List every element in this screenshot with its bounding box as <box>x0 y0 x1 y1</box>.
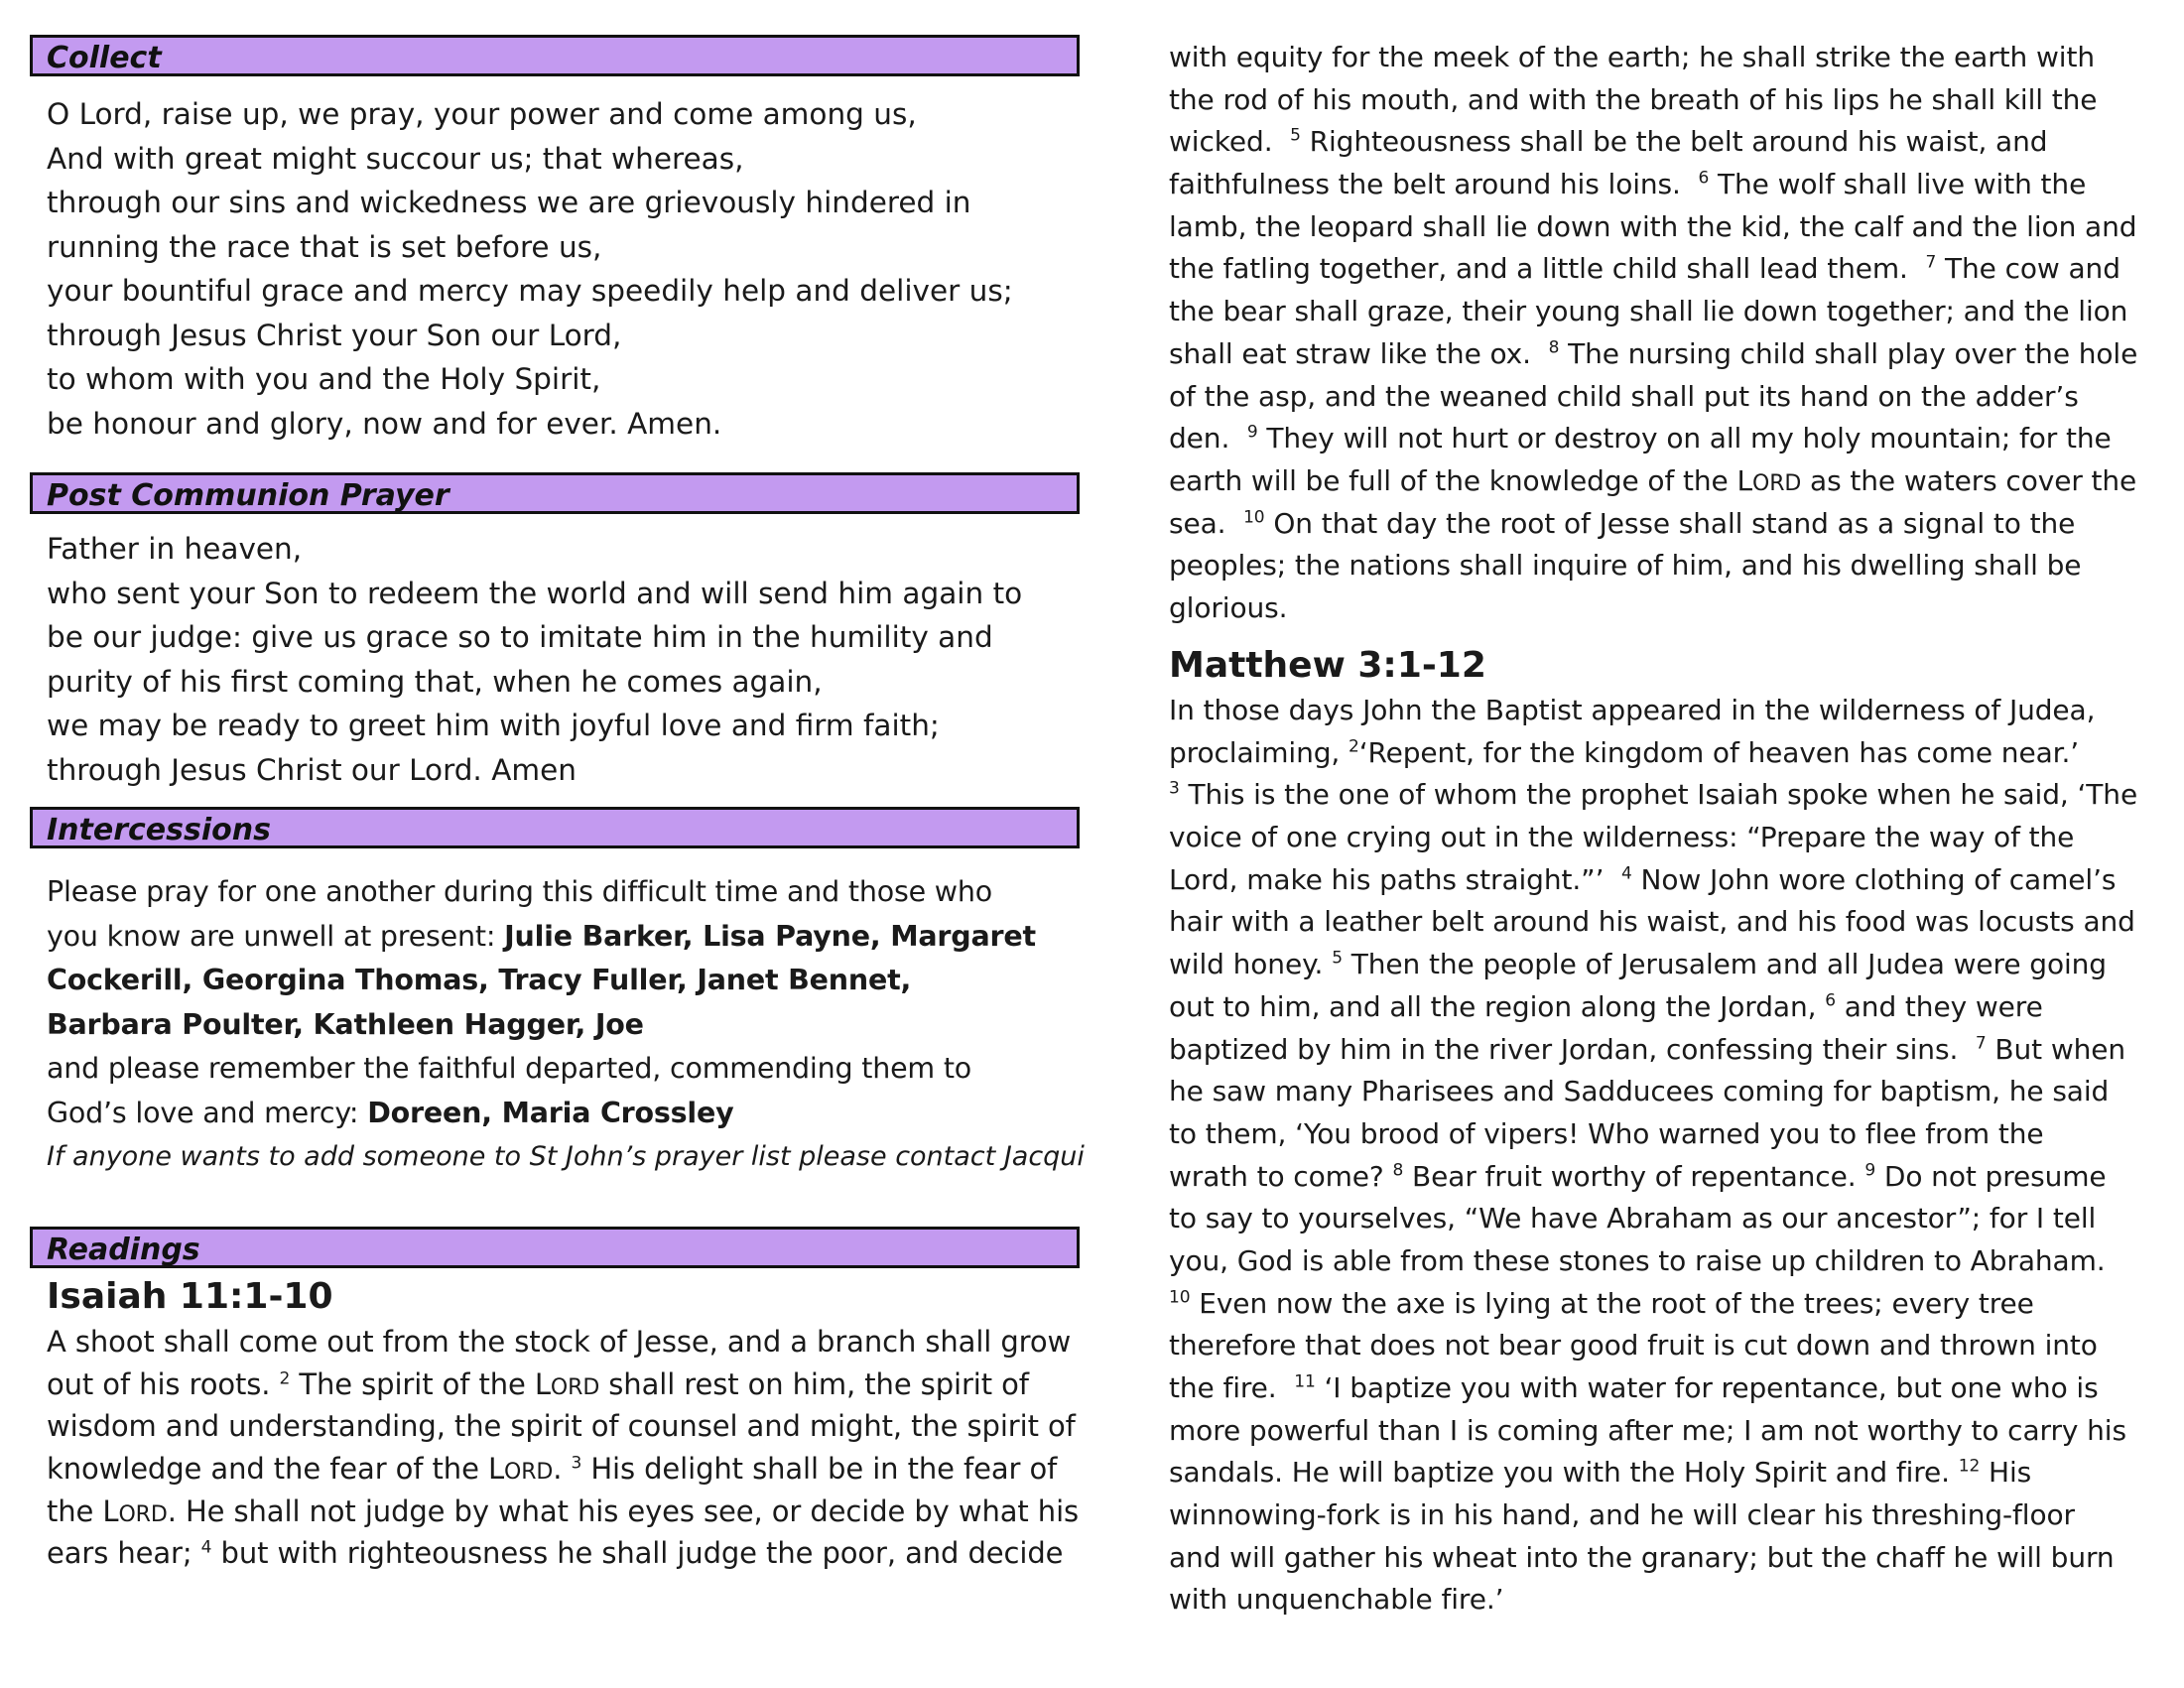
intercessions-text-plain: you know are unwell at present: <box>47 919 505 953</box>
reading-text: out to him, and all the region along the Jordan, <box>1169 989 1817 1023</box>
verse-number: 7 <box>1925 253 1937 274</box>
post-communion-line: through Jesus Christ our Lord. Amen <box>47 752 577 787</box>
reading-line <box>47 1491 1090 1533</box>
matthew-title: Matthew 3:1-12 <box>1169 645 1486 686</box>
reading-text: baptized by him in the river Jordan, confessing their sins. <box>1169 1032 1959 1066</box>
reading-line <box>1169 248 2137 291</box>
reading-text: the fire. <box>1169 1371 1277 1404</box>
collect-line: O Lord, raise up, we pray, your power and come among us, <box>47 97 917 131</box>
departed-names: Doreen, Maria Crossley <box>367 1096 734 1129</box>
verse-number: 3 <box>571 1453 582 1474</box>
verse-number: 5 <box>1290 126 1301 147</box>
reading-line: more powerful than I is coming after me; I am not worthy to carry his <box>1169 1413 2126 1447</box>
reading-text: His <box>1989 1456 2032 1490</box>
collect-line: through Jesus Christ your Son our Lord, <box>47 318 622 352</box>
reading-text: His delight shall be in the fear of <box>581 1452 1058 1487</box>
readings-heading: Readings <box>47 1233 200 1267</box>
small-caps: ORD <box>550 1374 600 1400</box>
verse-number: 4 <box>1621 863 1632 884</box>
reading-line: you, God is able from these stones to raise up children to Abraham. <box>1169 1243 2106 1277</box>
reading-text: wild honey. <box>1169 948 1324 981</box>
reading-text: Then the people of Jerusalem and all Judea were going <box>1350 948 2107 981</box>
prayer-list-note: If anyone wants to add someone to St John’s prayer list please contact Jacqui <box>47 1141 1085 1172</box>
intercessions-line <box>47 959 1090 1003</box>
reading-text: They will not hurt or destroy on all my holy mountain; for the <box>1266 422 2112 455</box>
post-communion-line: we may be ready to greet him with joyful love and firm faith; <box>47 709 940 742</box>
intercessions-line: and please remember the faithful departed, commending them to <box>47 1052 972 1085</box>
reading-line <box>1169 732 2137 775</box>
intercessions-line <box>47 1003 1090 1048</box>
reading-text: Even now the axe is lying at the root of the trees; every tree <box>1199 1286 2034 1320</box>
reading-text: This is the one of whom the prophet Isaiah spoke when he said, ‘The <box>1188 778 2138 812</box>
reading-text: earth will be full of the knowledge of the L <box>1169 463 1752 497</box>
reading-line <box>47 1321 1090 1363</box>
collect-line: through our sins and wickedness we are grievously hindered in <box>47 186 971 219</box>
reading-line: winnowing-fork is in his hand, and he will clear his threshing-floor <box>1169 1498 2075 1532</box>
reading-line <box>1169 418 2137 460</box>
reading-text: Righteousness shall be the belt around his waist, and <box>1309 125 2048 159</box>
reading-text: The cow and <box>1945 252 2120 286</box>
collect-heading: Collect <box>47 41 162 75</box>
intercessions-text <box>47 870 1090 1180</box>
intercessions-heading: Intercessions <box>47 813 271 847</box>
verse-number: 8 <box>1548 337 1560 358</box>
reading-text: Do not presume <box>1883 1159 2107 1193</box>
reading-line: to say to yourselves, “We have Abraham as our ancestor”; for I tell <box>1169 1202 2097 1235</box>
reading-text: wicked. <box>1169 125 1273 159</box>
reading-line: peoples; the nations shall inquire of him, and his dwelling shall be <box>1169 549 2082 583</box>
post-communion-text <box>47 527 1090 792</box>
reading-line <box>47 1363 1090 1406</box>
verse-number: 6 <box>1825 990 1836 1011</box>
reading-line: of the asp, and the weaned child shall put its hand on the adder’s <box>1169 379 2079 413</box>
reading-text: knowledge and the fear of the L <box>47 1452 504 1487</box>
reading-text: shall rest on him, the spirit of <box>599 1366 1029 1401</box>
collect-line: be honour and glory, now and for ever. Amen. <box>47 406 722 441</box>
reading-line <box>1169 1367 2137 1410</box>
reading-line: he saw many Pharisees and Sadducees coming for baptism, he said <box>1169 1075 2110 1108</box>
reading-line <box>1169 460 2137 503</box>
reading-line <box>47 1448 1090 1491</box>
reading-text: The wolf shall live with the <box>1718 168 2087 201</box>
readings-header <box>30 1227 1080 1268</box>
reading-text: the L <box>47 1493 119 1528</box>
isaiah-continued <box>1169 37 2137 630</box>
isaiah-reading <box>47 1273 1090 1575</box>
post-communion-header <box>30 472 1080 514</box>
reading-line <box>1169 986 2137 1029</box>
post-communion-line: be our judge: give us grace so to imitate him in the humility and <box>47 620 993 654</box>
verse-number: 10 <box>1169 1287 1191 1308</box>
verse-number: 2 <box>1349 736 1359 757</box>
reading-text: as the waters cover the <box>1801 463 2137 497</box>
reading-line <box>1169 503 2137 546</box>
small-caps: ORD <box>1751 470 1802 496</box>
reading-line <box>1169 121 2137 164</box>
verse-number: 7 <box>1975 1033 1987 1054</box>
intercessions-header <box>30 807 1080 848</box>
collect-line: to whom with you and the Holy Spirit, <box>47 362 601 396</box>
reading-text: wisdom and understanding, the spirit of counsel and might, the spirit of <box>47 1409 1076 1444</box>
collect-text <box>47 92 1090 446</box>
reading-line: and will gather his wheat into the granary; but the chaff he will burn <box>1169 1540 2115 1574</box>
post-communion-line: purity of his first coming that, when he comes again, <box>47 664 823 699</box>
reading-line <box>1169 859 2137 902</box>
reading-line: with equity for the meek of the earth; he shall strike the earth with <box>1169 41 2095 73</box>
reading-text: Bear fruit worthy of repentance. <box>1412 1159 1857 1193</box>
reading-text: On that day the root of Jesse shall stand as a signal to the <box>1273 506 2076 540</box>
reading-line <box>1169 944 2137 986</box>
reading-line <box>1169 333 2137 376</box>
reading-text: faithfulness the belt around his loins. <box>1169 168 1681 201</box>
reading-text: The nursing child shall play over the hole <box>1568 336 2138 370</box>
intercessions-line <box>47 1092 1090 1136</box>
reading-text: Lord, make his paths straight.”’ <box>1169 862 1605 896</box>
verse-number: 4 <box>200 1537 212 1558</box>
verse-number: 11 <box>1294 1371 1316 1392</box>
reading-text: shall eat straw like the ox. <box>1169 336 1531 370</box>
reading-line: therefore that does not bear good fruit is cut down and thrown into <box>1169 1329 2098 1363</box>
collect-line: And with great might succour us; that whereas, <box>47 141 744 176</box>
reading-text: proclaiming, <box>1169 735 1341 769</box>
reading-line <box>1169 164 2137 206</box>
reading-line <box>1169 774 2137 817</box>
verse-number: 8 <box>1392 1160 1404 1181</box>
reading-text: A shoot shall come out from the stock of Jesse, and a branch shall grow <box>47 1325 1072 1359</box>
reading-text: ears hear; <box>47 1536 201 1571</box>
verse-number: 2 <box>279 1368 291 1389</box>
verse-number: 6 <box>1698 168 1710 189</box>
verse-number: 5 <box>1332 948 1343 969</box>
reading-line <box>47 1532 1090 1575</box>
reading-text: the fatling together, and a little child shall lead them. <box>1169 252 1908 286</box>
reading-text: The spirit of the L <box>290 1366 551 1401</box>
reading-text: ‘Repent, for the kingdom of heaven has come near.’ <box>1358 735 2080 769</box>
post-communion-heading: Post Communion Prayer <box>47 478 450 513</box>
reading-text: den. <box>1169 422 1230 455</box>
reading-text: But when <box>1994 1032 2126 1066</box>
verse-number: 12 <box>1958 1457 1981 1478</box>
intercessions-text-plain: God’s love and mercy: <box>47 1096 368 1129</box>
reading-line: glorious. <box>1169 590 1288 624</box>
isaiah-title: Isaiah 11:1-10 <box>47 1276 333 1317</box>
reading-line: voice of one crying out in the wilderness: “Prepare the way of the <box>1169 821 2075 854</box>
reading-line: lamb, the leopard shall lie down with the kid, the calf and the lion and <box>1169 209 2137 243</box>
reading-line: the rod of his mouth, and with the breath of his lips he shall kill the <box>1169 82 2098 116</box>
reading-line <box>1169 1452 2137 1494</box>
reading-text: ‘I baptize you with water for repentance, but one who is <box>1324 1371 2099 1404</box>
reading-line: the bear shall graze, their young shall lie down together; and the lion <box>1169 295 2128 328</box>
reading-text: sea. <box>1169 506 1226 540</box>
reading-line <box>47 1405 1090 1448</box>
reading-line <box>1169 1283 2137 1326</box>
small-caps: ORD <box>118 1501 168 1527</box>
intercessions-line <box>47 915 1090 960</box>
reading-text: sandals. He will baptize you with the Holy Spirit and fire. <box>1169 1456 1950 1490</box>
reading-text: out of his roots. <box>47 1366 280 1401</box>
prayer-names: Cockerill, Georgina Thomas, Tracy Fuller, Janet Bennet, <box>47 964 912 996</box>
collect-header <box>30 35 1080 76</box>
intercessions-line: Please pray for one another during this difficult time and those who <box>47 875 992 908</box>
reading-line: to them, ‘You brood of vipers! Who warned you to flee from the <box>1169 1116 2044 1150</box>
reading-text: . He shall not judge by what his eyes see, or decide by what his <box>167 1493 1080 1528</box>
verse-number: 9 <box>1246 422 1258 443</box>
reading-line <box>1169 1156 2137 1199</box>
verse-number: 3 <box>1169 779 1180 800</box>
prayer-names: Julie Barker, Lisa Payne, Margaret <box>504 919 1036 953</box>
matthew-reading <box>1169 642 2137 1622</box>
collect-line: your bountiful grace and mercy may speedily help and deliver us; <box>47 274 1013 308</box>
verse-number: 10 <box>1243 507 1265 528</box>
collect-line: running the race that is set before us, <box>47 229 602 264</box>
reading-text: and they were <box>1844 989 2043 1023</box>
reading-line: In those days John the Baptist appeared in the wilderness of Judea, <box>1169 694 2096 726</box>
reading-text: wrath to come? <box>1169 1159 1384 1193</box>
reading-text: but with righteousness he shall judge the poor, and decide <box>211 1536 1064 1571</box>
prayer-names: Barbara Poulter, Kathleen Hagger, Joe <box>47 1007 644 1041</box>
reading-line <box>1169 1029 2137 1072</box>
post-communion-line: Father in heaven, <box>47 532 303 566</box>
reading-line: hair with a leather belt around his waist, and his food was locusts and <box>1169 905 2135 939</box>
small-caps: ORD <box>504 1460 554 1486</box>
verse-number: 9 <box>1864 1160 1876 1181</box>
reading-text: . <box>553 1452 572 1487</box>
post-communion-line: who sent your Son to redeem the world and will send him again to <box>47 576 1023 610</box>
reading-line: with unquenchable fire.’ <box>1169 1583 1504 1617</box>
reading-text: Now John wore clothing of camel’s <box>1640 862 2117 896</box>
